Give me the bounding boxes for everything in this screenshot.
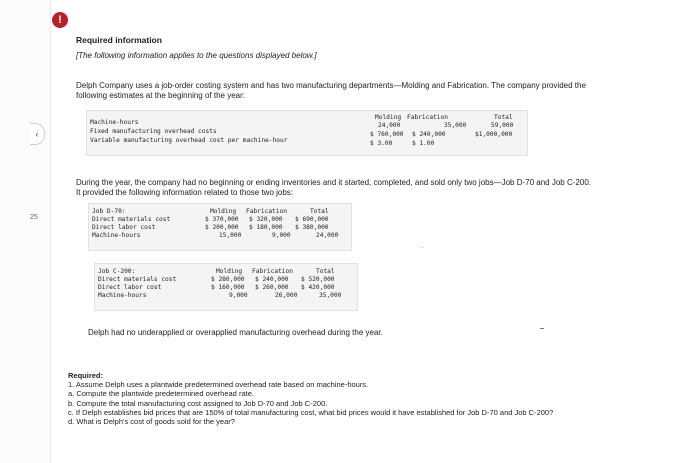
required-section — [68, 371, 628, 426]
row-label: Direct labor cost — [92, 224, 156, 231]
cell: $ 760,000 — [370, 131, 404, 138]
intro-paragraph: Delph Company uses a job-order costing system and has two manufacturing departments—Molding and Fabrication. The company provided the following estimates at the beginning of the year: — [76, 81, 586, 100]
cell: $ 260,000 — [255, 284, 289, 291]
divider-dot — [422, 247, 423, 248]
cell: 35,000 — [444, 122, 467, 129]
cell: $ 240,000 — [255, 276, 289, 283]
required-item: 1. Assume Delph uses a plantwide predetermined overhead rate based on machine-hours. — [68, 380, 369, 390]
required-information-panel — [66, 28, 618, 358]
job-title: Job D-70: — [92, 208, 126, 215]
cell: 35,000 — [319, 292, 342, 299]
required-item: b. Compute the total manufacturing cost assigned to Job D-70 and Job C-200. — [68, 398, 328, 408]
cell: 24,000 — [378, 122, 401, 129]
job-c200-table — [94, 263, 358, 311]
cell: $ 180,000 — [249, 224, 283, 231]
cell: $ 320,000 — [249, 216, 283, 223]
cell: 9,000 — [229, 292, 248, 299]
header-molding: Molding — [210, 208, 237, 215]
row-label: Direct labor cost — [98, 284, 162, 291]
cell: $ 370,000 — [205, 216, 239, 223]
row-label: Variable manufacturing overhead cost per machine-hour — [90, 137, 288, 144]
header-fabrication: Fabrication — [246, 208, 287, 215]
cell: 26,000 — [275, 292, 298, 299]
header-molding: Molding — [216, 268, 243, 275]
required-title: Required: — [68, 371, 104, 380]
cell: $ 3.00 — [370, 140, 393, 147]
cell: 24,000 — [316, 232, 339, 239]
left-gutter — [0, 0, 51, 463]
row-label: Machine-hours — [92, 232, 141, 239]
required-item: a. Compute the plantwide predetermined overhead rate. — [68, 389, 254, 399]
cell: $ 1.00 — [412, 140, 435, 147]
row-label: Machine-hours — [98, 292, 147, 299]
row-label: Direct materials cost — [92, 216, 171, 223]
cell: $1,000,000 — [475, 131, 513, 138]
cell: $ 240,000 — [412, 131, 446, 138]
cell: $ 690,000 — [295, 216, 329, 223]
row-label: Machine-hours — [90, 119, 139, 126]
exclamation-icon: ! — [52, 12, 68, 28]
header-molding: Molding — [375, 114, 402, 121]
info-title: Required information — [76, 35, 162, 45]
cell: $ 200,000 — [205, 224, 239, 231]
divider-mark — [540, 328, 544, 329]
header-total: Total — [316, 268, 335, 275]
cell: $ 280,000 — [211, 276, 245, 283]
required-item: c. If Delph establishes bid prices that are 150% of total manufacturing cost, what bid prices would it have established for Job D-70 and Job C-200? — [68, 407, 554, 417]
header-fabrication: Fabrication — [407, 114, 448, 121]
info-note: [The following information applies to the questions displayed below.] — [76, 51, 317, 60]
header-total: Total — [310, 208, 329, 215]
cell: $ 520,000 — [301, 276, 335, 283]
header-total: Total — [494, 114, 513, 121]
estimates-table — [86, 110, 528, 156]
cell: 59,000 — [491, 122, 514, 129]
cell: 15,000 — [219, 232, 242, 239]
row-label: Direct materials cost — [98, 276, 177, 283]
cell: $ 160,000 — [211, 284, 245, 291]
mid-paragraph: During the year, the company had no beginning or ending inventories and it started, completed, and sold only two jobs—Job D-70 and Job C-200. It provided the following information related to those two jobs: — [76, 178, 591, 197]
cell: $ 420,000 — [301, 284, 335, 291]
side-number: 25 — [30, 214, 38, 221]
required-item: d. What is Delph's cost of goods sold for the year? — [68, 417, 235, 427]
job-title: Job C-200: — [98, 268, 136, 275]
chevron-left-icon[interactable]: ‹ — [30, 123, 45, 145]
header-fabrication: Fabrication — [252, 268, 293, 275]
cell: 9,000 — [272, 232, 291, 239]
cell: $ 380,000 — [295, 224, 329, 231]
closing-paragraph: Delph had no underapplied or overapplied manufacturing overhead during the year. — [88, 328, 383, 337]
row-label: Fixed manufacturing overhead costs — [90, 128, 217, 135]
job-d70-table — [88, 203, 352, 251]
